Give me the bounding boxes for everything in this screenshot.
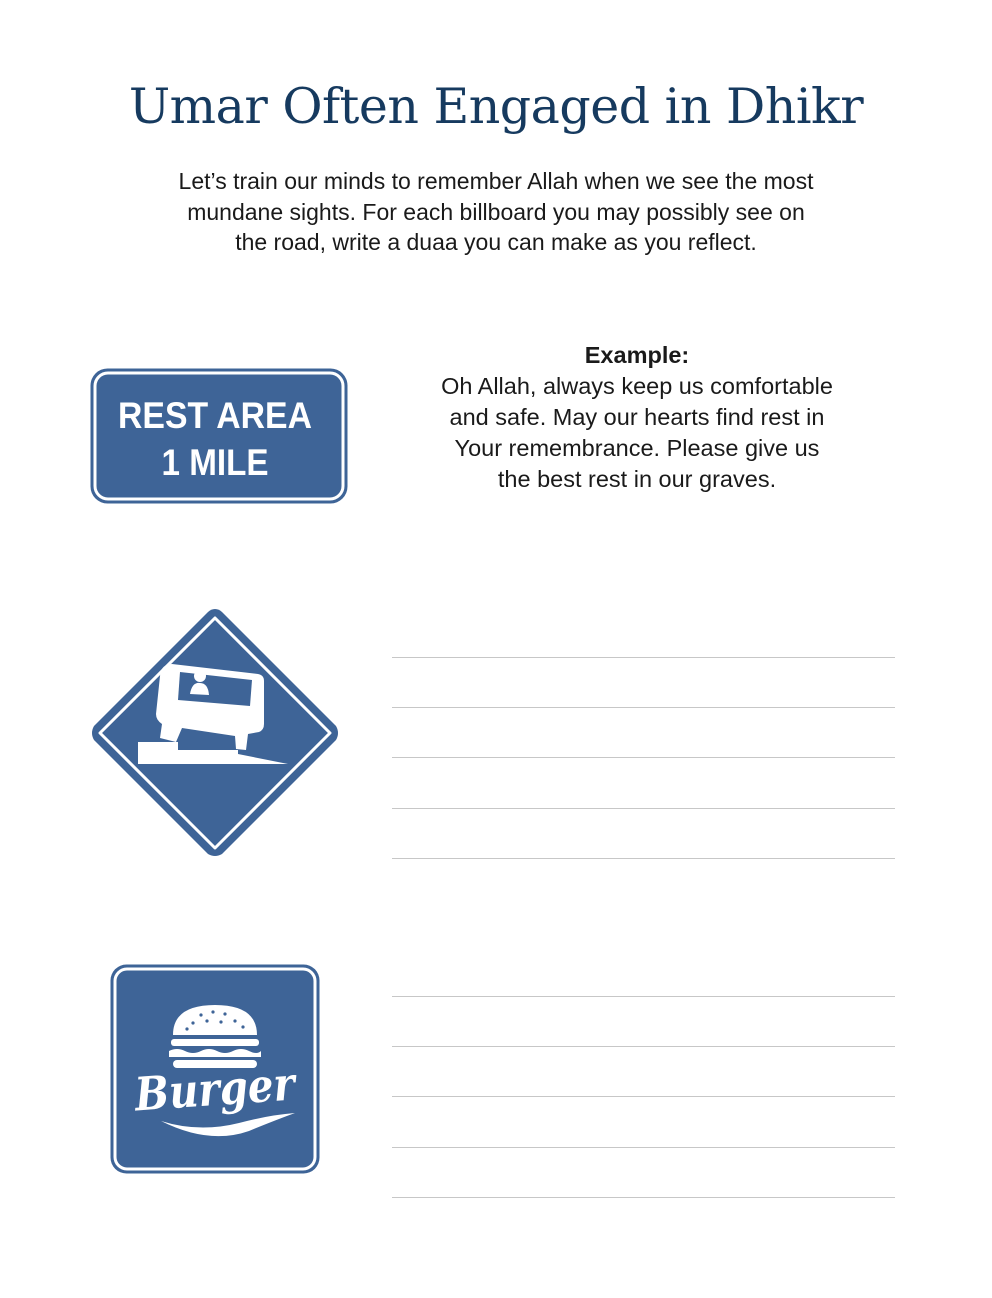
writing-line[interactable]: [392, 757, 895, 758]
writing-line[interactable]: [392, 858, 895, 859]
rest-area-line-1: REST AREA: [118, 395, 312, 436]
intro-paragraph: [110, 166, 882, 258]
intro-line: the road, write a duaa you can make as you reflect.: [235, 229, 757, 255]
writing-line[interactable]: [392, 1096, 895, 1097]
rest-area-sign: [89, 367, 349, 505]
rest-area-line-2: 1 MILE: [161, 442, 269, 483]
example-line: Your remembrance. Please give us: [454, 435, 820, 461]
writing-line[interactable]: [392, 1197, 895, 1198]
page-title: Umar Often Engaged in Dhikr: [128, 78, 864, 135]
example-line: Oh Allah, always keep us comfortable: [441, 373, 833, 399]
burger-label: Burger: [133, 1054, 319, 1122]
intro-line: Let’s train our minds to remember Allah when we see the most: [178, 168, 814, 194]
soft-shoulder-sign: [88, 606, 342, 860]
burger-sign: [109, 963, 321, 1175]
example-heading: Example:: [584, 342, 690, 368]
writing-line[interactable]: [392, 657, 895, 658]
example-block: [400, 340, 874, 495]
example-line: and safe. May our hearts find rest in: [449, 404, 825, 430]
writing-line[interactable]: [392, 808, 895, 809]
example-line: the best rest in our graves.: [497, 466, 777, 492]
writing-line[interactable]: [392, 1046, 895, 1047]
writing-line[interactable]: [392, 707, 895, 708]
writing-line[interactable]: [392, 1147, 895, 1148]
intro-line: mundane sights. For each billboard you may possibly see on: [187, 198, 805, 225]
writing-line[interactable]: [392, 996, 895, 997]
